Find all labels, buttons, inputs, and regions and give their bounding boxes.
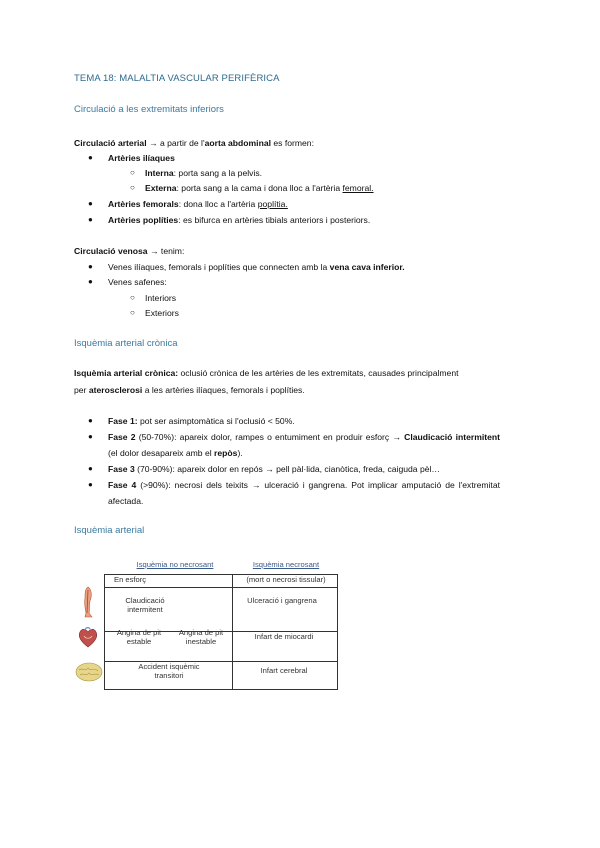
arterial-text: → a partir de l' [146,138,205,148]
list-item-fase-1 [88,413,500,429]
list-item-poplities [88,214,371,226]
venosa-paragraph [74,245,184,257]
circle-bullet-icon: ○ [130,308,135,317]
femoral-term: femoral. [342,183,374,193]
leg-icon [80,586,98,618]
sub-item-text: Interiors [145,293,177,303]
bullet-icon: ● [88,464,93,473]
cronica-text-2b: a les artèries ilíaques, femorals i poplíties. [142,385,305,395]
list-item-fase-3 [88,461,500,477]
table-header-necrosant: Isquèmia necrosant [252,560,320,569]
cronica-text: oclusió crònica de les artèries de les extremitats, causades principalment [178,368,459,378]
fase-text-3: ). [237,448,243,458]
bullet-icon: ● [88,262,93,271]
cronica-text-2a: per [74,385,89,395]
table-divider [105,587,337,588]
venosa-text: → tenim: [147,246,185,256]
list-item-femorals [88,198,288,210]
fase-label: Fase 4 [108,480,137,490]
section-heading-circulacio: Circulació a les extremitats inferiors [74,104,224,115]
cell-accident-isquemic: Accident isquèmic transitori [138,662,200,680]
cell-angina-estable: Angina de pit estable [116,628,162,646]
aterosclerosi-term: aterosclerosi [88,385,143,395]
section-heading-cronica: Isquèmia arterial crònica [74,338,178,349]
fase-text: (70-90%): apareix dolor en repós → pell pàl·lida, cianòtica, freda, caiguda pèl… [134,464,441,474]
cell-claudicacio: Claudicació intermitent [125,596,165,614]
brain-icon [74,660,104,684]
repos-term: repòs [214,448,238,458]
sub-item-text: Exteriors [145,308,179,318]
table-header-no-necrosant: Isquèmia no necrosant [136,560,214,569]
list-item-text: Venes safenes: [108,277,167,287]
arterial-paragraph [74,137,314,149]
sub-item-interiors [130,292,177,304]
sub-item-text: : porta sang a la cama i dona lloc a l'artèria [176,183,343,193]
list-item-text: : dona lloc a l'artèria [178,199,258,209]
list-item-text: : es bifurca en artèries tibials anteriors i posteriors. [178,215,371,225]
sub-item-exteriors [130,307,179,319]
list-item-safenes [88,276,167,288]
bullet-icon: ● [88,480,93,489]
claudicacio-term: Claudicació intermitent [404,432,500,442]
fase-label: Fase 2 [108,432,136,442]
sub-item-text: : porta sang a la pelvis. [173,168,263,178]
arterial-tail: es formen: [270,138,314,148]
bullet-icon: ● [88,215,93,224]
cell-angina-inestable: Angina de pit inestable [178,628,224,646]
cell-infart-miocardi: Infart de miocardi [254,632,314,641]
arterial-label: Circulació arterial [74,138,147,148]
circle-bullet-icon: ○ [130,183,135,192]
bullet-icon: ● [88,277,93,286]
list-item-label: Artèries ilíaques [108,153,175,163]
circle-bullet-icon: ○ [130,168,135,177]
fase-text: (50-70%): apareix dolor, rampes o entumiment en produir esforç → [135,432,405,442]
circle-bullet-icon: ○ [130,293,135,302]
bullet-icon: ● [88,199,93,208]
bullet-icon: ● [88,153,93,162]
sub-item-interna [130,167,263,179]
cell-ulceracio: Ulceració i gangrena [247,596,317,605]
table-divider [232,575,233,689]
list-item-text: Venes ilíaques, femorals i poplíties que connecten amb la [108,262,330,272]
fase-text-2: (el dolor desapareix amb el [108,448,215,458]
cronica-paragraph [74,365,500,399]
fase-label: Fase 3 [108,464,135,474]
bullet-icon: ● [88,432,93,441]
bullet-icon: ● [88,416,93,425]
list-item-label: Artèries poplíties [108,215,179,225]
fase-label: Fase 1: [108,416,138,426]
list-item-iliaques [88,152,175,164]
vena-cava-term: vena cava inferior. [329,262,405,272]
list-item-label: Artèries femorals [108,199,179,209]
sub-item-externa [130,182,374,194]
heart-icon [76,626,100,650]
fase-text: pot ser asimptomàtica si l'oclusió < 50%. [137,416,295,426]
list-item-venes [88,261,405,273]
sub-item-label: Interna [145,168,174,178]
table-sub-esforc: En esforç [114,575,147,584]
section-heading-isquemia: Isquèmia arterial [74,525,145,536]
cronica-label: Isquèmia arterial crònica: [74,368,179,378]
venosa-label: Circulació venosa [74,246,148,256]
fase-text: (>90%): necrosi dels teixits → ulceració i gangrena. Pot implicar amputació de l'extremitat afectada. [108,480,500,506]
table-sub-mort: (mort o necrosi tissular) [246,575,326,584]
poplitia-term: poplítia. [257,199,288,209]
isquemia-table-figure [74,556,340,690]
cell-infart-cerebral: Infart cerebral [260,666,308,675]
sub-item-label: Externa [145,183,177,193]
aorta-term: aorta abdominal [204,138,271,148]
list-item-fase-2 [88,429,500,461]
list-item-fase-4 [88,477,500,509]
page-title: TEMA 18: MALALTIA VASCULAR PERIFÈRICA [74,73,280,84]
